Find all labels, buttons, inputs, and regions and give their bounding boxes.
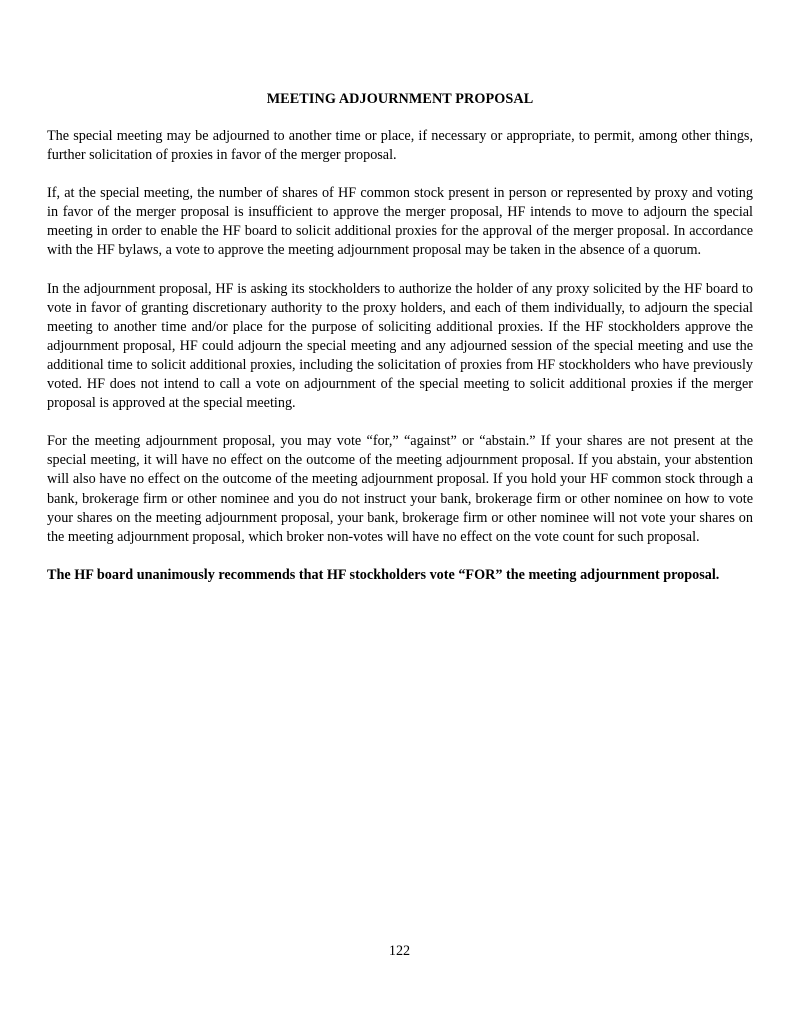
page-number: 122 — [388, 943, 411, 959]
paragraph-insufficient-votes: If, at the special meeting, the number of shares of HF common stock present in person or represented by proxy and voting in favor of the merger proposal is insufficient to approve the merger proposal, HF intends to move to adjourn the special meeting in order to enable the HF board to solicit additional proxies for the approval of the merger proposal. In accordance with the HF bylaws, a vote to approve the meeting adjournment proposal may be taken in the absence of a quorum. — [47, 185, 753, 259]
paragraph-voting-options: For the meeting adjournment proposal, you may vote “for,” “against” or “abstain.” If your shares are not present at the special meeting, it will have no effect on the outcome of the meeting adjournment proposal. If you abstain, your abstention will also have no effect on the outcome of the meeting adjournment proposal. If you hold your HF common stock through a bank, brokerage firm or other nominee and you do not instruct your bank, brokerage firm or other nominee on how to vote your shares on the meeting adjournment proposal, your bank, brokerage firm or other nominee will not vote your shares on the meeting adjournment proposal, which broker non-votes will have no effect on the vote count for such proposal. — [47, 433, 753, 545]
section-title: MEETING ADJOURNMENT PROPOSAL — [266, 91, 534, 107]
board-recommendation: The HF board unanimously recommends that HF stockholders vote “FOR” the meeting adjournment proposal. — [47, 566, 720, 583]
document-page — [47, 90, 753, 604]
paragraph-adjournment-purpose: The special meeting may be adjourned to another time or place, if necessary or appropriate, to permit, among other things, further solicitation of proxies in favor of the merger proposal. — [47, 128, 753, 164]
paragraph-proxy-authority: In the adjournment proposal, HF is asking its stockholders to authorize the holder of any proxy solicited by the HF board to vote in favor of granting discretionary authority to the proxy holders, and each of them individually, to adjourn the special meeting to another time and/or place for the purpose of soliciting additional proxies. If the HF stockholders approve the adjournment proposal, HF could adjourn the special meeting and any adjourned session of the special meeting and use the additional time to solicit additional proxies, including the solicitation of proxies from HF stockholders who have previously voted. HF does not intend to call a vote on adjournment of the special meeting to solicit additional proxies if the merger proposal is approved at the special meeting. — [47, 280, 753, 412]
